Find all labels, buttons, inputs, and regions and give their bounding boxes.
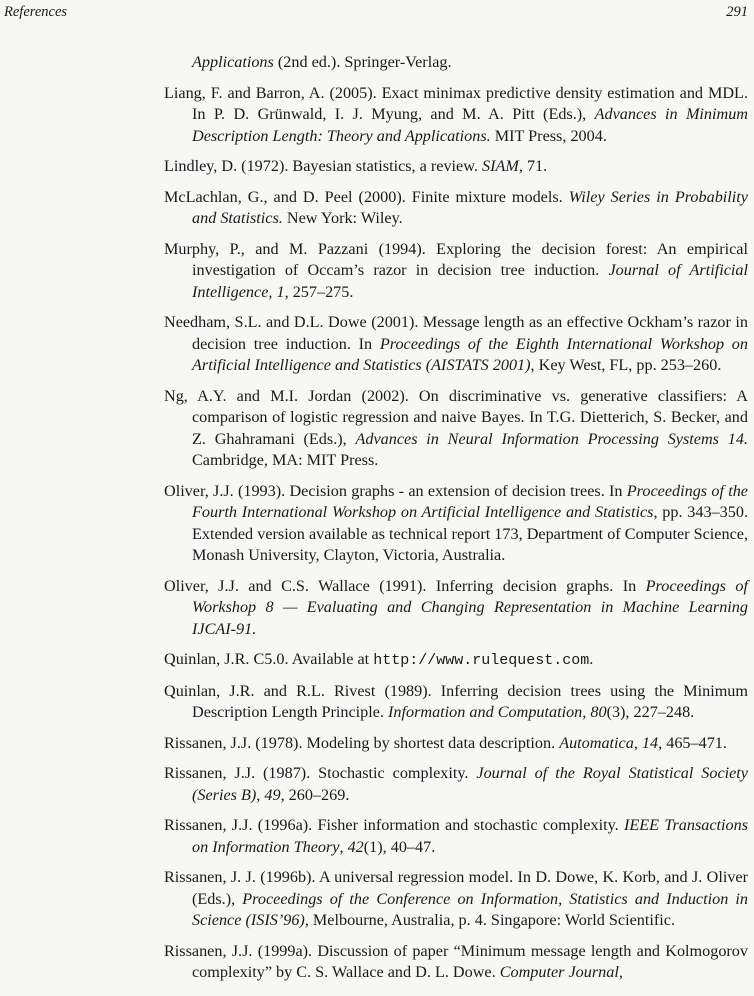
italic-text: Wiley Series in Probability and Statistics.	[192, 187, 748, 227]
reference-text: Liang, F. and Barron, A. (2005). Exact minimax predictive density estimation and MDL. In P. D. Grünwald, I. J. Myung, and M. A. Pitt (Eds.),	[164, 83, 748, 123]
reference-entry-continued	[164, 52, 748, 74]
reference-text: ,	[256, 785, 265, 804]
reference-entry	[164, 867, 748, 932]
reference-entry	[164, 156, 748, 178]
reference-text: ,	[339, 837, 348, 856]
reference-text: Oliver, J.J. and C.S. Wallace (1991). Inferring decision graphs. In	[164, 576, 646, 595]
running-head	[4, 4, 748, 21]
reference-text: Quinlan, J.R. C5.0. Available at	[164, 650, 374, 668]
italic-text: Proceedings of Workshop 8 — Evaluating and Changing Representation in Machine Learning IJCAI-91.	[192, 576, 748, 638]
reference-list	[164, 52, 748, 993]
reference-text: , Key West, FL, pp. 253–260.	[530, 356, 722, 374]
reference-text: , Melbourne, Australia, p. 4. Singapore: World Scientific.	[304, 911, 676, 929]
page-number: 291	[726, 4, 748, 20]
reference-text: (3), 227–248.	[606, 703, 695, 721]
reference-text: Murphy, P., and M. Pazzani (1994). Exploring the decision forest: An empirical investigation of Occam’s razor in decision tree induction.	[164, 239, 748, 279]
reference-text: , 465–471.	[658, 733, 727, 752]
reference-text: Cambridge, MA: MIT Press.	[192, 451, 379, 469]
reference-entry	[164, 941, 748, 984]
reference-text: Rissanen, J.J. (1999a). Discussion of paper “Minimum message length and Kolmogorov complexity” by C. S. Wallace and D. L. Dowe.	[164, 941, 748, 981]
reference-text: Ng, A.Y. and M.I. Jordan (2002). On discriminative vs. generative classifiers: A comparison of logistic regression and naive Bayes. In T.G. Dietterich, S. Becker, and Z. Ghahramani (Eds.),	[164, 386, 748, 448]
reference-entry	[164, 576, 748, 641]
italic-text: Proceedings of the Eighth International Workshop on Artificial Intelligence and Statistics (AISTATS 2001)	[192, 334, 748, 374]
reference-entry	[164, 187, 748, 230]
italic-text: 49	[264, 785, 281, 804]
reference-entry	[164, 83, 748, 148]
reference-text: Rissanen, J.J. (1987). Stochastic complexity.	[164, 764, 477, 782]
reference-text: New York: Wiley.	[282, 209, 403, 227]
italic-text: Applications	[192, 53, 274, 71]
italic-text: Proceedings of the Conference on Information, Statistics and Induction in Science (ISIS’96)	[192, 889, 749, 929]
reference-text: , pp. 343–350. Extended version available as technical report 173, Department of Computer Science, Monash University, Clayton, Victoria, Australia.	[192, 503, 749, 564]
italic-text: Computer Journal,	[499, 963, 623, 981]
reference-entry	[164, 815, 748, 858]
reference-text: Rissanen, J.J. (1978). Modeling by shortest data description.	[164, 733, 560, 752]
italic-text: Proceedings of the Fourth International Workshop on Artificial Intelligence and Statistics	[192, 481, 748, 521]
reference-text: Lindley, D. (1972). Bayesian statistics, a review.	[164, 157, 482, 175]
italic-text: Advances in Neural Information Processing Systems 14.	[355, 429, 748, 448]
reference-text: (1), 40–47.	[363, 837, 436, 856]
reference-text: MIT Press, 2004.	[490, 126, 607, 145]
italic-text: SIAM	[481, 157, 519, 175]
italic-text: Advances in Minimum Description Length: Theory and Applications.	[192, 105, 748, 145]
reference-text: Rissanen, J. J. (1996b). A universal regression model. In D. Dowe, K. Korb, and J. Oliver (Eds.),	[164, 868, 748, 908]
reference-text: (2nd ed.). Springer-Verlag.	[273, 53, 452, 71]
reference-entry	[164, 649, 748, 672]
reference-text: Quinlan, J.R. and R.L. Rivest (1989). Inferring decision trees using the Minimum Description Length Principle.	[164, 681, 748, 721]
italic-text: IEEE Transactions on Information Theory	[192, 816, 749, 856]
reference-entry	[164, 239, 748, 304]
reference-text: Rissanen, J.J. (1996a). Fisher information and stochastic complexity.	[164, 816, 624, 834]
reference-text: , 260–269.	[280, 785, 350, 804]
reference-text: Oliver, J.J. (1993). Decision graphs - an extension of decision trees. In	[164, 481, 627, 500]
reference-text: , 71.	[518, 157, 548, 175]
reference-entry	[164, 763, 748, 806]
reference-text: , 257–275.	[284, 282, 354, 301]
url-link[interactable]: http://www.rulequest.com	[373, 652, 590, 669]
italic-text: Journal of Artificial Intelligence, 1	[192, 261, 748, 301]
italic-text: Automatica, 14	[559, 733, 659, 752]
reference-entry	[164, 733, 748, 755]
reference-text: McLachlan, G., and D. Peel (2000). Finite mixture models.	[164, 187, 569, 206]
reference-entry	[164, 312, 748, 377]
reference-entry	[164, 681, 748, 724]
reference-entry	[164, 481, 748, 567]
section-title: References	[4, 4, 68, 20]
italic-text: 42	[347, 837, 364, 856]
italic-text: Information and Computation, 80	[388, 703, 607, 721]
reference-text: .	[589, 650, 594, 668]
reference-text: Needham, S.L. and D.L. Dowe (2001). Message length as an effective Ockham’s razor in decision tree induction. In	[164, 313, 748, 353]
reference-entry	[164, 386, 748, 472]
italic-text: Journal of the Royal Statistical Society (Series B)	[192, 764, 748, 804]
